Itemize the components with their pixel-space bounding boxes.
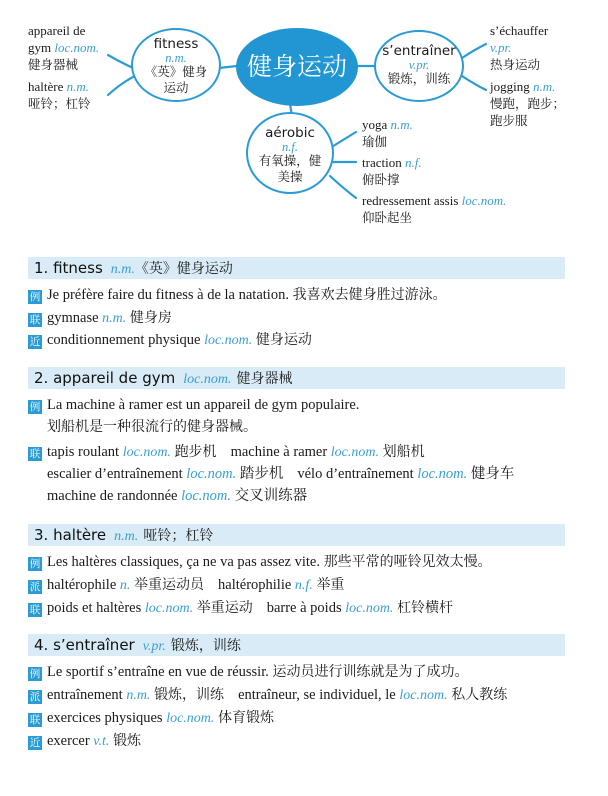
example-cn: 运动员进行训练就是为了成功。 (272, 664, 469, 680)
bubble-aerobic (246, 112, 334, 194)
section-title: 1. fitness (34, 259, 103, 277)
entry-pos: loc.nom. (417, 466, 468, 482)
example-row (28, 663, 468, 681)
example-text: La machine à ramer est un appareil de gym populaire. (47, 397, 360, 413)
entry-pos: n.m. (102, 311, 127, 326)
entry-cn: 体育锻炼 (218, 710, 275, 726)
section-header (28, 367, 565, 389)
related-row (28, 443, 425, 462)
entry-cn: 交叉训练器 (234, 488, 308, 504)
section-title: 3. haltère (34, 526, 107, 544)
leaf-word: s’échauffer (490, 23, 549, 38)
synonym-row (28, 732, 141, 751)
section-title: 2. appareil de gym (34, 369, 176, 387)
entry-cn: 杠铃横杆 (397, 600, 454, 616)
section-pos: n.m. (110, 262, 135, 277)
tag-related: 联 (29, 448, 41, 460)
leaf-word: appareil de (28, 23, 86, 38)
tag-example: 例 (29, 558, 41, 570)
leaf-haltere (28, 78, 91, 112)
entry-word: poids et haltères (47, 600, 142, 616)
entry-word: haltérophilie (218, 577, 292, 593)
bubble-sentrainer-word: s’entraîner (382, 43, 456, 59)
section-title: 4. s’entraîner (34, 636, 135, 654)
entry-word: exercer (47, 733, 90, 749)
entry-cn: 跑步机 (174, 444, 217, 460)
entry-cn: 举重运动员 (134, 577, 205, 593)
entry-word: vélo d’entraînement (297, 466, 414, 482)
related-row-cont (47, 487, 307, 505)
related-row (28, 309, 172, 328)
entry-cn: 锻炼，训练 (154, 687, 225, 703)
leaf-pos: loc.nom. (461, 193, 507, 208)
entry-pos: loc.nom. (144, 601, 194, 616)
bubble-aerobic-cn1: 有氧操，健 (258, 153, 322, 168)
entry-cn: 举重 (316, 577, 345, 593)
related-row (28, 709, 274, 728)
entry-pos: loc.nom. (181, 488, 231, 504)
leaf-word: jogging (490, 79, 530, 94)
section-header (28, 524, 565, 546)
leaf-sechauffer (490, 22, 548, 73)
entry-cn: 锻炼 (112, 733, 141, 749)
tag-synonym: 近 (29, 336, 41, 348)
section-cn: 健身器械 (236, 371, 293, 387)
section-pos: n.m. (114, 529, 139, 544)
entry-pos: loc.nom. (186, 466, 237, 482)
related-row (28, 599, 453, 618)
section-cn: 锻炼，训练 (170, 638, 241, 654)
leaf-appareil-de-gym (28, 22, 99, 73)
leaf-pos: loc.nom. (54, 40, 100, 55)
leaf-cn: 热身运动 (490, 57, 541, 72)
bubble-fitness-cn1: 《英》健身 (144, 64, 208, 79)
example-cn: 划船机是一种很流行的健身器械。 (47, 419, 257, 435)
bubble-fitness-word: fitness (153, 36, 199, 52)
leaf-pos: n.m. (532, 79, 556, 94)
entry-word: tapis roulant (47, 444, 120, 460)
entry-word: haltérophile (47, 577, 117, 593)
synonym-row (28, 331, 312, 350)
leaf-pos: n.f. (404, 155, 422, 170)
tag-example: 例 (29, 291, 41, 303)
mindmap-center-label: 健身运动 (246, 52, 347, 81)
leaf-word: gym (28, 40, 52, 55)
entry-pos: loc.nom. (204, 333, 253, 348)
bubble-fitness-pos: n.m. (165, 51, 187, 65)
leaf-jogging (490, 78, 565, 129)
entry-pos: loc.nom. (166, 711, 215, 726)
section-header (28, 257, 565, 279)
tag-example: 例 (29, 668, 41, 680)
bubble-fitness (131, 28, 221, 102)
bubble-sentrainer-cn: 锻炼，训练 (387, 71, 451, 86)
entry-pos: loc.nom. (345, 601, 394, 616)
example-text: Je préfère faire du fitness à de la natation. (47, 287, 289, 303)
entry-word: gymnase (47, 310, 99, 326)
example-row (28, 396, 359, 414)
entry-cn: 划船机 (382, 444, 425, 460)
tag-derived: 派 (29, 691, 41, 703)
example-cn: 那些平常的哑铃见效太慢。 (323, 554, 492, 570)
entry-word: conditionnement physique (47, 332, 201, 348)
section-pos: v.pr. (142, 639, 166, 654)
leaf-cn: 慢跑，跑步； (490, 96, 566, 111)
tag-related: 联 (29, 714, 41, 726)
example-row (28, 286, 447, 304)
tag-derived: 派 (29, 581, 41, 593)
section-cn: 哑铃；杠铃 (143, 528, 214, 544)
bubble-sentrainer (374, 30, 464, 102)
example-text: Les haltères classiques, ça ne va pas assez vite. (47, 554, 320, 570)
entry-cn: 健身房 (129, 310, 172, 326)
example-text: Le sportif s’entraîne en vue de réussir. (47, 664, 269, 680)
leaf-traction (362, 154, 422, 188)
leaf-cn: 哑铃；杠铃 (28, 96, 91, 111)
leaf-pos: n.m. (66, 79, 90, 94)
leaf-yoga (362, 116, 413, 150)
derived-row (28, 576, 344, 595)
entry-cn: 踏步机 (239, 466, 284, 482)
bubble-aerobic-cn2: 美操 (277, 169, 303, 184)
tag-related: 联 (29, 314, 41, 326)
bubble-aerobic-pos: n.f. (282, 140, 298, 154)
leaf-pos: n.m. (390, 117, 413, 132)
example-row (28, 553, 492, 571)
entry-pos: loc.nom. (399, 688, 448, 703)
leaf-cn: 仰卧起坐 (362, 210, 413, 225)
entry-word: entraîneur, se individuel, le (238, 687, 396, 703)
leaf-word: haltère (28, 79, 64, 94)
entry-word: entraînement (47, 687, 123, 703)
entry-word: machine à ramer (230, 444, 328, 460)
entry-pos: v.t. (93, 734, 110, 749)
entry-word: barre à poids (266, 600, 342, 616)
leaf-cn: 跑步服 (490, 113, 528, 128)
leaf-pos: v.pr. (490, 40, 512, 55)
entry-pos: n. (119, 578, 131, 593)
entry-pos: n.f. (294, 578, 313, 593)
tag-related: 联 (29, 604, 41, 616)
leaf-word: traction (362, 155, 402, 170)
tag-synonym: 近 (29, 737, 41, 749)
leaf-word: redressement assis (362, 193, 459, 208)
derived-row (28, 686, 507, 705)
entry-word: machine de randonnée (47, 488, 178, 504)
bubble-aerobic-word: aérobic (265, 125, 315, 141)
entry-cn: 举重运动 (196, 600, 253, 616)
tag-example: 例 (29, 401, 41, 413)
leaf-cn: 瑜伽 (362, 134, 388, 149)
leaf-cn: 俯卧撑 (362, 172, 400, 187)
leaf-word: yoga (362, 117, 388, 132)
leaf-redressement-assis (362, 192, 506, 226)
section-header (28, 634, 565, 656)
related-row-cont (47, 465, 514, 483)
entry-cn: 私人教练 (451, 687, 508, 703)
entry-pos: loc.nom. (122, 445, 171, 460)
entry-word: escalier d’entraînement (47, 466, 183, 482)
entry-cn: 健身车 (470, 466, 515, 482)
leaf-cn: 健身器械 (28, 57, 79, 72)
bubble-sentrainer-pos: v.pr. (408, 58, 430, 72)
mindmap-center (236, 28, 358, 106)
section-cn: 《英》健身运动 (134, 261, 233, 277)
entry-word: exercices physiques (47, 710, 163, 726)
example-cn: 我喜欢去健身胜过游泳。 (292, 287, 447, 303)
entry-pos: n.m. (126, 688, 151, 703)
entry-pos: loc.nom. (330, 445, 380, 460)
entry-cn: 健身运动 (255, 332, 312, 348)
section-pos: loc.nom. (183, 372, 232, 387)
bubble-fitness-cn2: 运动 (163, 80, 189, 95)
